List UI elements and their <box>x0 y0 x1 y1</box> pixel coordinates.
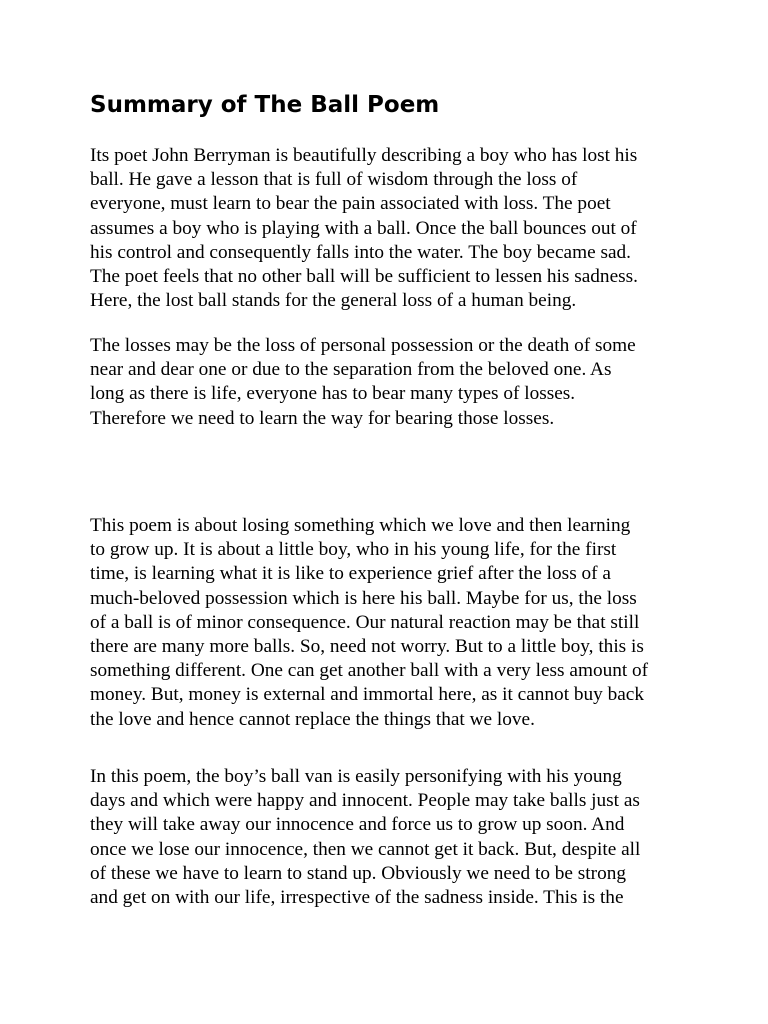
paragraph-intro: Its poet John Berryman is beautifully describing a boy who has lost his ball. He gave a lesson that is full of wisdom through the loss of everyone, must learn to bear the pain associated with loss. The poet assumes a boy who is playing with a ball. Once the ball bounces out of his control and consequently falls into the water. The boy became sad. The poet feels that no other ball will be sufficient to lessen his sadness. Here, the lost ball stands for the general loss of a human being. <box>90 145 638 312</box>
paragraph-innocence: In this poem, the boy’s ball van is easily personifying with his young days and which were happy and innocent. People may take balls just as they will take away our innocence and force us to grow up soon. And once we lose our innocence, then we cannot get it back. But, despite all of these we have to learn to stand up. Obviously we need to be strong and get on with our life, irrespective of the sadness inside. This is the <box>90 766 641 909</box>
document-title: Summary of The Ball Poem <box>90 92 440 118</box>
paragraph-losses: The losses may be the loss of personal possession or the death of some near and dear one or due to the separation from the beloved one. As long as there is life, everyone has to bear many types of losses. Therefore we need to learn the way for bearing those losses. <box>90 335 636 429</box>
paragraph-growing-up: This poem is about losing something which we love and then learning to grow up. It is about a little boy, who in his young life, for the first time, is learning what it is like to experience grief after the loss of a much-beloved possession which is here his ball. Maybe for us, the loss of a ball is of minor consequence. Our natural reaction may be that still there are many more balls. So, need not worry. But to a little boy, this is something different. One can get another ball with a very less amount of money. But, money is external and immortal here, as it cannot buy back the love and hence cannot replace the things that we love. <box>90 515 649 730</box>
